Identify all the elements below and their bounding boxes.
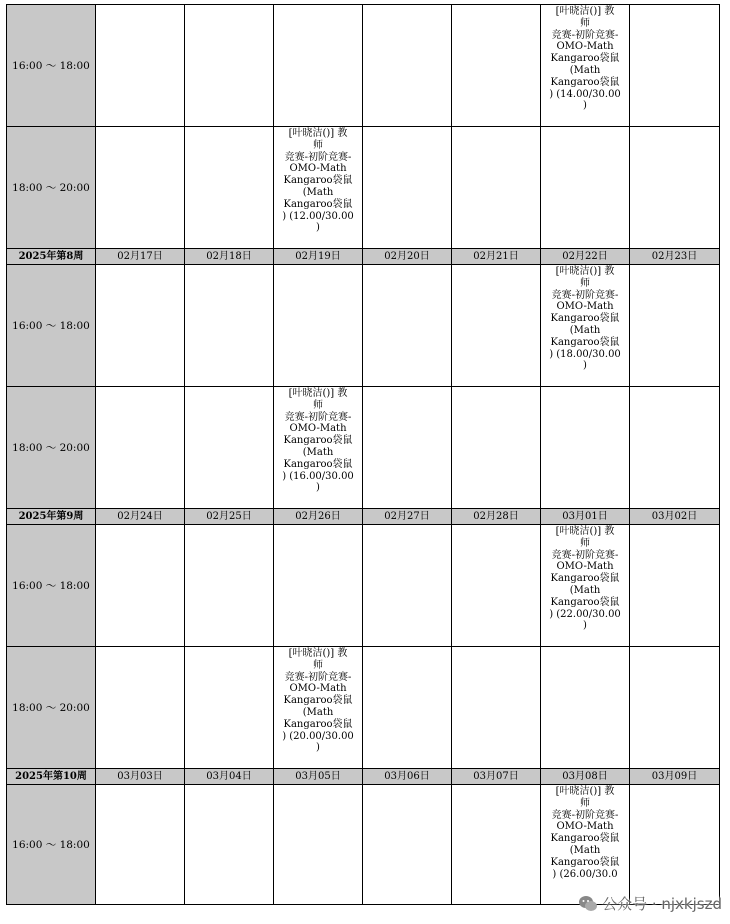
- schedule-table: [6, 4, 720, 905]
- day-date: 03月09日: [630, 769, 720, 785]
- week-header-row: [7, 509, 720, 525]
- week-label: 2025年第8周: [7, 249, 96, 265]
- time-slot-label: 16:00 ～ 18:00: [7, 5, 96, 127]
- time-slot-row: [7, 647, 720, 769]
- week-label: 2025年第10周: [7, 769, 96, 785]
- time-slot-row: [7, 265, 720, 387]
- watermark-text: 公众号 · njxkjszd: [602, 895, 722, 913]
- day-date: 02月17日: [96, 249, 185, 265]
- time-slot-label: 16:00 ～ 18:00: [7, 785, 96, 905]
- wechat-watermark: [578, 893, 722, 914]
- time-slot-row: [7, 127, 720, 249]
- day-date: 02月19日: [274, 249, 363, 265]
- day-date: 02月27日: [363, 509, 452, 525]
- day-date: 03月06日: [363, 769, 452, 785]
- day-date: 03月07日: [452, 769, 541, 785]
- wechat-icon: [578, 894, 598, 914]
- time-slot-row: [7, 785, 720, 905]
- week-label: 2025年第9周: [7, 509, 96, 525]
- day-date: 02月28日: [452, 509, 541, 525]
- time-slot-row: [7, 525, 720, 647]
- course-entry: [叶晓洁()] 教 师 竞赛-初阶竞赛- OMO-Math Kangaroo袋鼠 (Math Kangaroo袋鼠 ) (18.00/30.00 ): [549, 266, 621, 372]
- course-cell[interactable]: [274, 127, 363, 249]
- course-entry: [叶晓洁()] 教 师 竞赛-初阶竞赛- OMO-Math Kangaroo袋鼠 (Math Kangaroo袋鼠 ) (20.00/30.00 ): [282, 648, 354, 754]
- course-entry: [叶晓洁()] 教 师 竞赛-初阶竞赛- OMO-Math Kangaroo袋鼠 (Math Kangaroo袋鼠 ) (26.00/30.0: [550, 786, 620, 880]
- day-date: 03月01日: [541, 509, 630, 525]
- course-entry: [叶晓洁()] 教 师 竞赛-初阶竞赛- OMO-Math Kangaroo袋鼠 (Math Kangaroo袋鼠 ) (14.00/30.00 ): [549, 6, 621, 112]
- day-date: 02月18日: [185, 249, 274, 265]
- week-header-row: [7, 249, 720, 265]
- course-cell[interactable]: [541, 265, 630, 387]
- time-slot-row: [7, 387, 720, 509]
- course-cell[interactable]: [274, 387, 363, 509]
- day-date: 02月21日: [452, 249, 541, 265]
- day-date: 02月22日: [541, 249, 630, 265]
- time-slot-row: [7, 5, 720, 127]
- course-entry: [叶晓洁()] 教 师 竞赛-初阶竞赛- OMO-Math Kangaroo袋鼠 (Math Kangaroo袋鼠 ) (22.00/30.00 ): [549, 526, 621, 632]
- course-cell[interactable]: [541, 525, 630, 647]
- course-cell[interactable]: [541, 5, 630, 127]
- day-date: 03月03日: [96, 769, 185, 785]
- day-date: 03月08日: [541, 769, 630, 785]
- course-cell[interactable]: [274, 647, 363, 769]
- time-slot-label: 18:00 ～ 20:00: [7, 387, 96, 509]
- time-slot-label: 18:00 ～ 20:00: [7, 127, 96, 249]
- day-date: 02月26日: [274, 509, 363, 525]
- course-entry: [叶晓洁()] 教 师 竞赛-初阶竞赛- OMO-Math Kangaroo袋鼠 (Math Kangaroo袋鼠 ) (12.00/30.00 ): [282, 128, 354, 234]
- schedule-sheet: [6, 4, 719, 905]
- day-date: 02月25日: [185, 509, 274, 525]
- week-header-row: [7, 769, 720, 785]
- time-slot-label: 16:00 ～ 18:00: [7, 525, 96, 647]
- day-date: 03月04日: [185, 769, 274, 785]
- time-slot-label: 16:00 ～ 18:00: [7, 265, 96, 387]
- day-date: 02月23日: [630, 249, 720, 265]
- day-date: 02月24日: [96, 509, 185, 525]
- course-cell[interactable]: [541, 785, 630, 905]
- time-slot-label: 18:00 ～ 20:00: [7, 647, 96, 769]
- day-date: 03月02日: [630, 509, 720, 525]
- day-date: 03月05日: [274, 769, 363, 785]
- course-entry: [叶晓洁()] 教 师 竞赛-初阶竞赛- OMO-Math Kangaroo袋鼠 (Math Kangaroo袋鼠 ) (16.00/30.00 ): [282, 388, 354, 494]
- day-date: 02月20日: [363, 249, 452, 265]
